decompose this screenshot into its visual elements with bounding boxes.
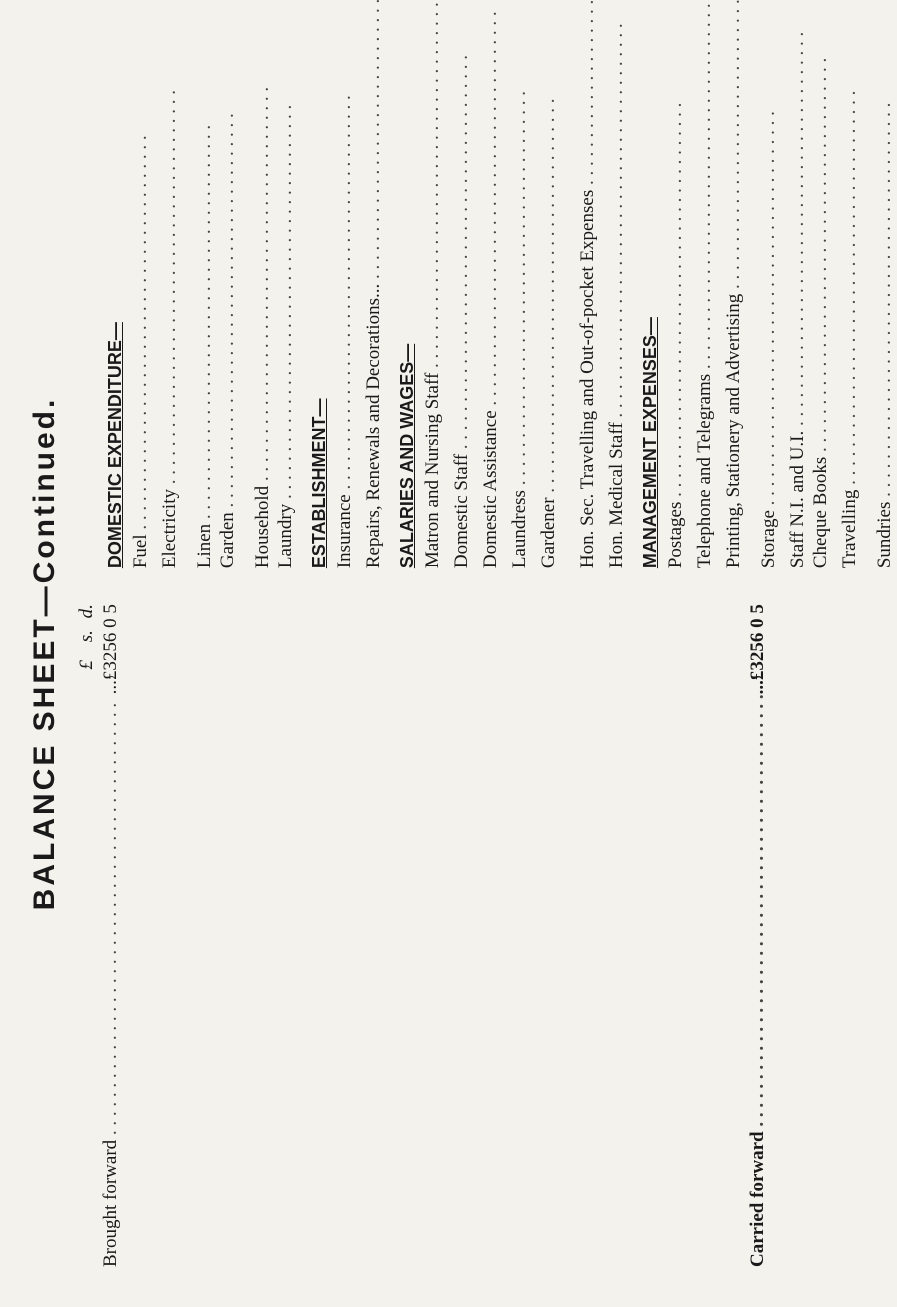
line-item-label: Laundry . . . xyxy=(275,0,297,568)
line-item-label: Storage . . . xyxy=(758,0,780,568)
line-item xyxy=(451,0,480,568)
line-item xyxy=(752,0,781,568)
carried-forward-row xyxy=(747,604,776,1267)
line-item-label: Electricity . . . xyxy=(159,0,181,568)
right-column xyxy=(76,0,895,569)
line-item xyxy=(694,0,723,568)
line-item xyxy=(275,0,304,568)
line-item xyxy=(606,0,635,568)
pence-header: d. xyxy=(76,604,97,619)
line-item-label: Travelling . . . xyxy=(839,0,861,568)
line-item-label: Fuel . . . xyxy=(130,0,152,568)
line-item-label: Matron and Nursing Staff . . . xyxy=(422,0,444,568)
columns xyxy=(76,40,895,1267)
line-item-label: Hon. Medical Staff . . . xyxy=(606,0,628,568)
line-item-label: Staff N.I. and U.I. . . . xyxy=(787,0,809,568)
section-title: ESTABLISHMENT— xyxy=(309,398,329,569)
line-item-label: Cheque Books . . . xyxy=(810,0,832,568)
brought-forward-amount: ...£3256 0 5 xyxy=(100,604,121,695)
section-title: SALARIES AND WAGES— xyxy=(397,343,417,569)
line-item xyxy=(422,0,451,568)
line-item-label: Gardener . . . xyxy=(538,0,560,568)
pound-header: £ xyxy=(76,660,97,670)
line-item-label: Postages . . . xyxy=(665,0,687,568)
line-item xyxy=(363,0,392,568)
line-item xyxy=(665,0,694,568)
line-item-label: Printing, Stationery and Advertising . . . xyxy=(723,0,745,568)
line-item-label: Repairs, Renewals and Decorations... . . . xyxy=(363,0,385,568)
expenditure-sections xyxy=(100,0,897,568)
brought-forward-row xyxy=(100,604,129,1267)
line-item xyxy=(538,0,567,568)
line-item xyxy=(159,0,188,568)
line-item-label: Linen . . . xyxy=(194,0,216,568)
line-item xyxy=(839,0,868,568)
line-item-label: Hon. Sec. Travelling and Out-of-pocket Expenses . . . xyxy=(577,0,599,568)
line-item-label: Domestic Assistance . . . xyxy=(480,0,502,568)
page-title: BALANCE SHEET—Continued. xyxy=(28,396,61,911)
line-item xyxy=(723,0,752,568)
line-item-label: Household . . . xyxy=(252,0,274,568)
line-item xyxy=(188,0,217,568)
carried-forward-amount: ...£3256 0 5 xyxy=(747,604,768,695)
line-item-label: Laundress . . . xyxy=(509,0,531,568)
line-item-label: Insurance . . . xyxy=(334,0,356,568)
section-gap xyxy=(567,0,577,568)
brought-forward-label: Brought forward . . . xyxy=(100,694,122,1267)
line-item-label: Telephone and Telegrams . . . xyxy=(694,0,716,568)
line-item xyxy=(781,0,810,568)
line-item xyxy=(868,0,897,568)
section-title: MANAGEMENT EXPENSES— xyxy=(640,317,660,569)
left-column xyxy=(76,604,776,1267)
shilling-header: s. xyxy=(76,630,97,643)
line-item-label: Domestic Staff . . . xyxy=(451,0,473,568)
line-item xyxy=(577,0,606,568)
left-currency-header xyxy=(76,604,100,1267)
line-item xyxy=(334,0,363,568)
line-item xyxy=(217,0,246,568)
line-item xyxy=(246,0,275,568)
right-currency-header xyxy=(76,0,100,568)
carried-forward-label: Carried forward . . . xyxy=(747,694,769,1267)
line-item xyxy=(130,0,159,568)
line-item xyxy=(480,0,509,568)
line-item-label: Sundries . . . xyxy=(874,0,896,568)
line-item xyxy=(509,0,538,568)
line-item-label: Garden . . . xyxy=(217,0,239,568)
line-item xyxy=(810,0,839,568)
section-title: DOMESTIC EXPENDITURE— xyxy=(105,322,125,569)
